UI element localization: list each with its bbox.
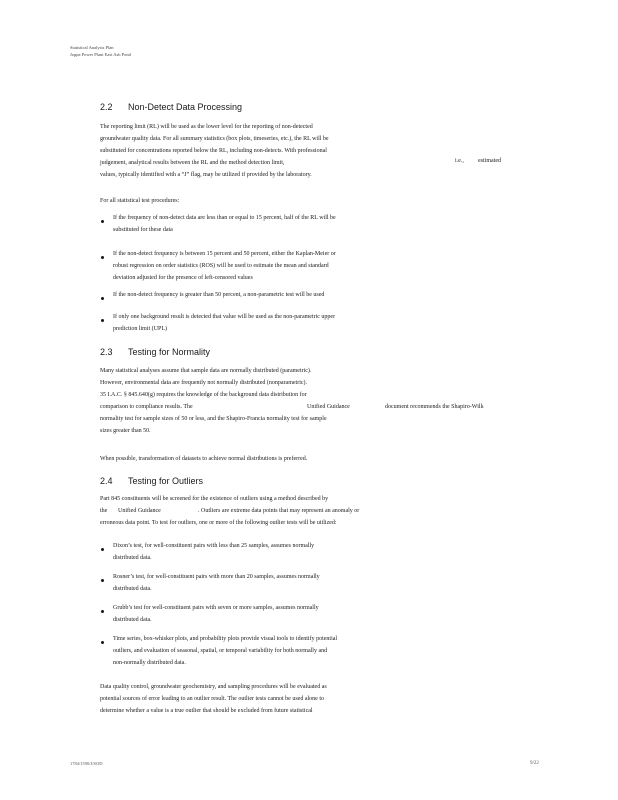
footer-doc-id: 1784/1590/J/SOD [70, 761, 103, 766]
text-line: Data quality control, groundwater geochemistry, and sampling procedures will be evaluated as [100, 684, 327, 690]
bullet-icon [100, 578, 104, 582]
text-line: non-normally distributed data. [113, 660, 186, 666]
text-fragment: . Outliers are extreme data points that may represent an anomaly or [198, 508, 360, 514]
section-heading-2-2 [100, 102, 242, 112]
text-line: If only one background result is detected that value will be used as the non-parametric upper [113, 314, 336, 320]
ie-text: i.e., [455, 158, 464, 164]
text-line: distributed data. [113, 555, 152, 561]
paragraph-quality-control [100, 681, 327, 717]
text-line: The reporting limit (RL) will be used as the lower level for the reporting of non-detected [100, 124, 313, 130]
section-title: Testing for Outliers [128, 476, 204, 486]
paragraph-procedures-intro: For all statistical test procedures: [100, 198, 180, 204]
text-line: deviation adjusted for the presence of left-censored values [113, 275, 253, 281]
unified-guidance-ref: Unified Guidance [118, 508, 161, 514]
section-heading-2-3 [100, 347, 210, 357]
text-fragment: document recommends the Shapiro-Wilk [385, 404, 484, 410]
text-line: Grubb’s test for well-constituent pairs with seven or more samples, assumes normally [113, 605, 319, 611]
text-line: groundwater quality data. For all summary statistics (box plots, timeseries, etc.), the RL will be [100, 136, 329, 142]
estimated-text: estimated [478, 158, 501, 164]
text-line: outliers, and evaluation of seasonal, spatial, or temporal variability for both normally and [113, 648, 328, 654]
text-line: 35 I.A.C. § 845.640(g) requires the knowledge of the background data distribution for [100, 392, 307, 398]
text-line: potential sources of error leading to an outlier result. The outlier tests cannot be used alone to [100, 696, 324, 702]
section-number: 2.4 [100, 476, 113, 486]
bullet-icon [100, 547, 104, 551]
page-number: 9/22 [530, 761, 539, 766]
bullet-icon [100, 255, 104, 259]
bullet-icon [100, 296, 104, 300]
text-line: robust regression on order statistics (ROS) will be used to estimate the mean and standard [113, 263, 329, 269]
text-line: Time series, box-whisker plots, and probability plots provide visual tools to identify potential [113, 636, 338, 642]
text-line: distributed data. [113, 586, 152, 592]
text-line: normality test for sample sizes of 50 or less, and the Shapiro-Francia normality test for sample [100, 416, 327, 422]
section-title: Non-Detect Data Processing [128, 102, 243, 112]
bullet-item [113, 212, 336, 236]
text-line: distributed data. [113, 617, 152, 623]
bullet-item [113, 602, 319, 626]
running-header [70, 45, 131, 58]
header-subtitle: Joppa Power Plant East Ash Pond [70, 51, 131, 57]
text-line: Rosner’s test, for well-constituent pairs with more than 20 samples, assumes normally [113, 574, 320, 580]
text-line: Dixon’s test, for well-constituent pairs with less than 25 samples, assumes normally [113, 543, 315, 549]
bullet-item [113, 571, 320, 595]
text-line: comparison to compliance results. The [100, 404, 193, 410]
text-line: If the non-detect frequency is greater than 50 percent, a non-parametric test will be used [113, 292, 325, 298]
paragraph-transformation: When possible, transformation of datasets to achieve normal distributions is preferred. [100, 456, 308, 462]
bullet-item [113, 633, 337, 669]
text-line: Part 845 constituents will be screened for the existence of outliers using a method described by [100, 496, 329, 502]
section-heading-2-4 [100, 476, 203, 486]
text-line: determine whether a value is a true outlier that should be excluded from future statistical [100, 708, 313, 714]
unified-guidance-ref: Unified Guidance [307, 404, 350, 410]
text-line: sizes greater than 50. [100, 428, 151, 434]
text-line: the [100, 508, 108, 514]
text-line: judgement, analytical results between the RL and the method detection limit, [100, 160, 285, 166]
header-title: Statistical Analysis Plan [70, 45, 114, 50]
bullet-icon [100, 640, 104, 644]
paragraph-rl [100, 121, 329, 181]
text-line: erroneous data point. To test for outliers, one or more of the following outlier tests will be utilized: [100, 520, 337, 526]
bullet-item [113, 248, 336, 284]
bullet-item [113, 311, 335, 335]
section-number: 2.2 [100, 102, 113, 112]
text-line: If the non-detect frequency is between 15 percent and 50 percent, either the Kaplan-Meier or [113, 251, 336, 257]
section-title: Testing for Normality [128, 347, 211, 357]
bullet-item [113, 289, 324, 301]
text-line: substituted for these data [113, 227, 173, 233]
section-number: 2.3 [100, 347, 113, 357]
text-line: Many statistical analyses assume that sample data are normally distributed (parametric). [100, 368, 312, 374]
text-line: If the frequency of non-detect data are less than or equal to 15 percent, half of the RL will be [113, 215, 336, 221]
text-line: prediction limit (UPL) [113, 326, 167, 332]
text-line: substituted for concentrations reported below the RL, including non-detects. With professional [100, 148, 327, 154]
paragraph-normality [100, 365, 327, 437]
text-line: However, environmental data are frequently not normally distributed (nonparametric). [100, 380, 308, 386]
bullet-icon [100, 318, 104, 322]
bullet-icon [100, 219, 104, 223]
bullet-item [113, 540, 314, 564]
bullet-icon [100, 609, 104, 613]
text-line: values, typically identified with a “J” flag, may be utilized if provided by the laboratory. [100, 172, 312, 178]
